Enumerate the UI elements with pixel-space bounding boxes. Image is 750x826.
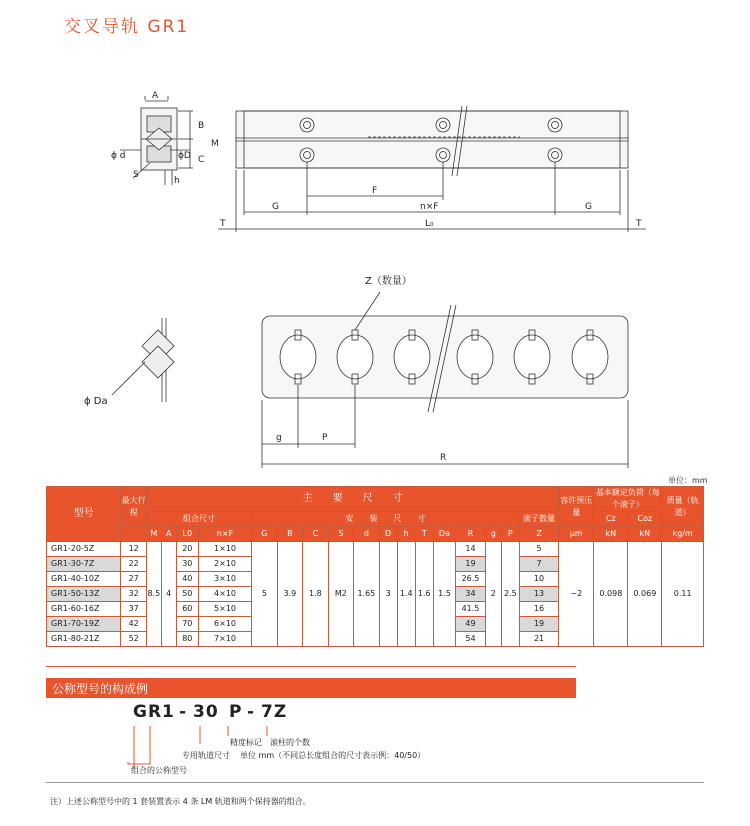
dim-label-h: h: [174, 176, 180, 186]
cell-b: 3.9: [277, 542, 303, 647]
cell-z: 13: [519, 587, 558, 602]
dim-label-z: Z（数量）: [365, 276, 412, 287]
cell-z: 19: [519, 617, 558, 632]
dim-label-small-g: g: [276, 433, 282, 443]
cell-g: 5: [252, 542, 278, 647]
dim-label-nf: n×F: [420, 202, 439, 212]
annotation-combo-model: 组合的公称型号: [131, 766, 187, 775]
cell-c: 1.8: [303, 542, 329, 647]
cell-m: 8.5: [146, 542, 161, 647]
annotation-unit-note: 单位 mm（不同总长度组合的尺寸表示例：40/50）: [240, 751, 426, 760]
cell-model: GR1-60-16Z: [47, 602, 121, 617]
dim-label-r: R: [440, 453, 447, 463]
code-part-precision: P: [229, 702, 243, 722]
dim-label-phi-big-d: ϕD: [178, 151, 191, 161]
cell-l0: 40: [176, 572, 198, 587]
sub-a: A: [161, 527, 176, 542]
cell-z: 21: [519, 632, 558, 647]
dim-label-m: M: [211, 139, 219, 149]
dim-label-c: C: [198, 155, 205, 165]
sub-kn-coz: kN: [628, 527, 662, 542]
sub-kgm: kg/m: [662, 527, 704, 542]
sub-d: d: [354, 527, 380, 542]
cell-stroke: 42: [121, 617, 147, 632]
cell-nf: 5×10: [198, 602, 251, 617]
model-code-example: [133, 702, 333, 726]
cage-cross-section: [112, 318, 174, 402]
dim-label-f: F: [372, 186, 378, 196]
col-stroke-blank: [121, 527, 147, 542]
sub-l0: L0: [176, 527, 198, 542]
col-install: 安 装 尺 寸: [252, 512, 520, 527]
col-load-rating: 基本额定负荷（每个滚子）: [594, 487, 662, 512]
sub-r: R: [456, 527, 486, 542]
cell-r: 19: [456, 557, 486, 572]
sub-t: T: [415, 527, 433, 542]
cell-model: GR1-40-10Z: [47, 572, 121, 587]
cell-s: M2: [328, 542, 354, 647]
cell-z: 7: [519, 557, 558, 572]
cell-delta: −2: [559, 542, 594, 647]
cell-model: GR1-30-7Z: [47, 557, 121, 572]
dim-label-t-left: T: [220, 219, 226, 229]
cell-z: 10: [519, 572, 558, 587]
sub-s: S: [328, 527, 354, 542]
sub-c: C: [303, 527, 329, 542]
cell-nf: 1×10: [198, 542, 251, 557]
cage-plan-view: [262, 292, 628, 468]
cell-p: 2.5: [501, 542, 519, 647]
cell-l0: 60: [176, 602, 198, 617]
cell-r: 14: [456, 542, 486, 557]
code-part-rail-size: 30: [193, 702, 219, 722]
cell-l0: 20: [176, 542, 198, 557]
cell-stroke: 27: [121, 572, 147, 587]
sub-small-g: g: [485, 527, 501, 542]
sub-p: P: [501, 527, 519, 542]
code-part-dash-2: -: [247, 702, 256, 722]
cell-model: GR1-70-19Z: [47, 617, 121, 632]
dim-label-a: A: [152, 91, 159, 101]
annotation-roller-count: 滚柱的个数: [270, 738, 310, 747]
col-cz: Cz: [594, 512, 628, 527]
cell-model: GR1-50-13Z: [47, 587, 121, 602]
dim-label-t-right: T: [636, 219, 642, 229]
cell-r: 34: [456, 587, 486, 602]
rail-cross-section: [120, 96, 193, 185]
cell-nf: 2×10: [198, 557, 251, 572]
dim-label-l0: L₀: [425, 219, 434, 229]
cell-d: 1.65: [354, 542, 380, 647]
col-roller-count: 滚子数量: [519, 512, 558, 527]
cell-stroke: 37: [121, 602, 147, 617]
cell-t: 1.6: [415, 542, 433, 647]
cell-model: GR1-20-5Z: [47, 542, 121, 557]
sub-kn-cz: kN: [594, 527, 628, 542]
cell-r: 49: [456, 617, 486, 632]
sub-big-d: D: [379, 527, 397, 542]
dim-label-b: B: [198, 121, 205, 131]
cell-l0: 50: [176, 587, 198, 602]
rail-side-view: [218, 106, 646, 232]
annotation-rail-size: 专用轨道尺寸: [182, 751, 230, 760]
footnote-divider: [46, 782, 704, 783]
col-combo: 组合尺寸: [146, 512, 251, 527]
col-preload: 容许预压量: [559, 487, 594, 527]
cell-stroke: 12: [121, 542, 147, 557]
cell-r: 54: [456, 632, 486, 647]
col-max-stroke: 最大行程: [121, 487, 147, 527]
dim-label-g-left: G: [272, 202, 279, 212]
code-part-roller-count: 7Z: [261, 702, 288, 722]
divider: [46, 666, 576, 667]
cell-r: 41.5: [456, 602, 486, 617]
cell-g: 2: [485, 542, 501, 647]
cell-z: 5: [519, 542, 558, 557]
cell-nf: 7×10: [198, 632, 251, 647]
dim-label-phi-d: ϕ d: [111, 151, 126, 161]
cell-h: 1.4: [397, 542, 415, 647]
sub-da: Da: [433, 527, 455, 542]
section-title: 公称型号的构成例: [52, 682, 149, 696]
dim-label-p: P: [322, 433, 328, 443]
code-part-dash-1: -: [179, 702, 188, 722]
dim-label-s: S: [133, 170, 139, 180]
annotation-precision: 精度标记: [230, 738, 262, 747]
spec-table-body: [47, 542, 704, 647]
cell-mass: 0.11: [662, 542, 704, 647]
cell-d: 3: [379, 542, 397, 647]
unit-note: 单位：mm: [668, 476, 708, 485]
col-main-dims: 主 要 尺 寸: [146, 487, 558, 512]
col-model: 型号: [47, 487, 121, 542]
cell-stroke: 32: [121, 587, 147, 602]
cell-nf: 4×10: [198, 587, 251, 602]
footnote: 注）上述公称型号中的 1 套装置表示 4 条 LM 轨道和两个保持器的组合。: [50, 797, 311, 806]
sub-g: G: [252, 527, 278, 542]
cell-l0: 70: [176, 617, 198, 632]
col-mass: 质量（轨道）: [662, 487, 704, 527]
cell-model: GR1-80-21Z: [47, 632, 121, 647]
cell-stroke: 52: [121, 632, 147, 647]
col-coz: Coz: [628, 512, 662, 527]
spec-table: [46, 486, 704, 647]
cell-coz: 0.069: [628, 542, 662, 647]
sub-nf: n×F: [198, 527, 251, 542]
page-title: 交叉导轨 GR1: [64, 17, 190, 37]
cell-a: 4: [161, 542, 176, 647]
cell-da: 1.5: [433, 542, 455, 647]
cell-nf: 6×10: [198, 617, 251, 632]
sub-um: μm: [559, 527, 594, 542]
sub-m: M: [146, 527, 161, 542]
dim-label-phi-da: ϕ Da: [84, 396, 108, 407]
table-row: [47, 542, 704, 557]
sub-b: B: [277, 527, 303, 542]
sub-h: h: [397, 527, 415, 542]
cell-l0: 30: [176, 557, 198, 572]
cell-r: 26.5: [456, 572, 486, 587]
cell-l0: 80: [176, 632, 198, 647]
cell-stroke: 22: [121, 557, 147, 572]
cell-nf: 3×10: [198, 572, 251, 587]
sub-z: Z: [519, 527, 558, 542]
cell-z: 16: [519, 602, 558, 617]
cell-cz: 0.098: [594, 542, 628, 647]
dim-label-g-right: G: [585, 202, 592, 212]
code-part-series: GR1: [133, 702, 175, 722]
